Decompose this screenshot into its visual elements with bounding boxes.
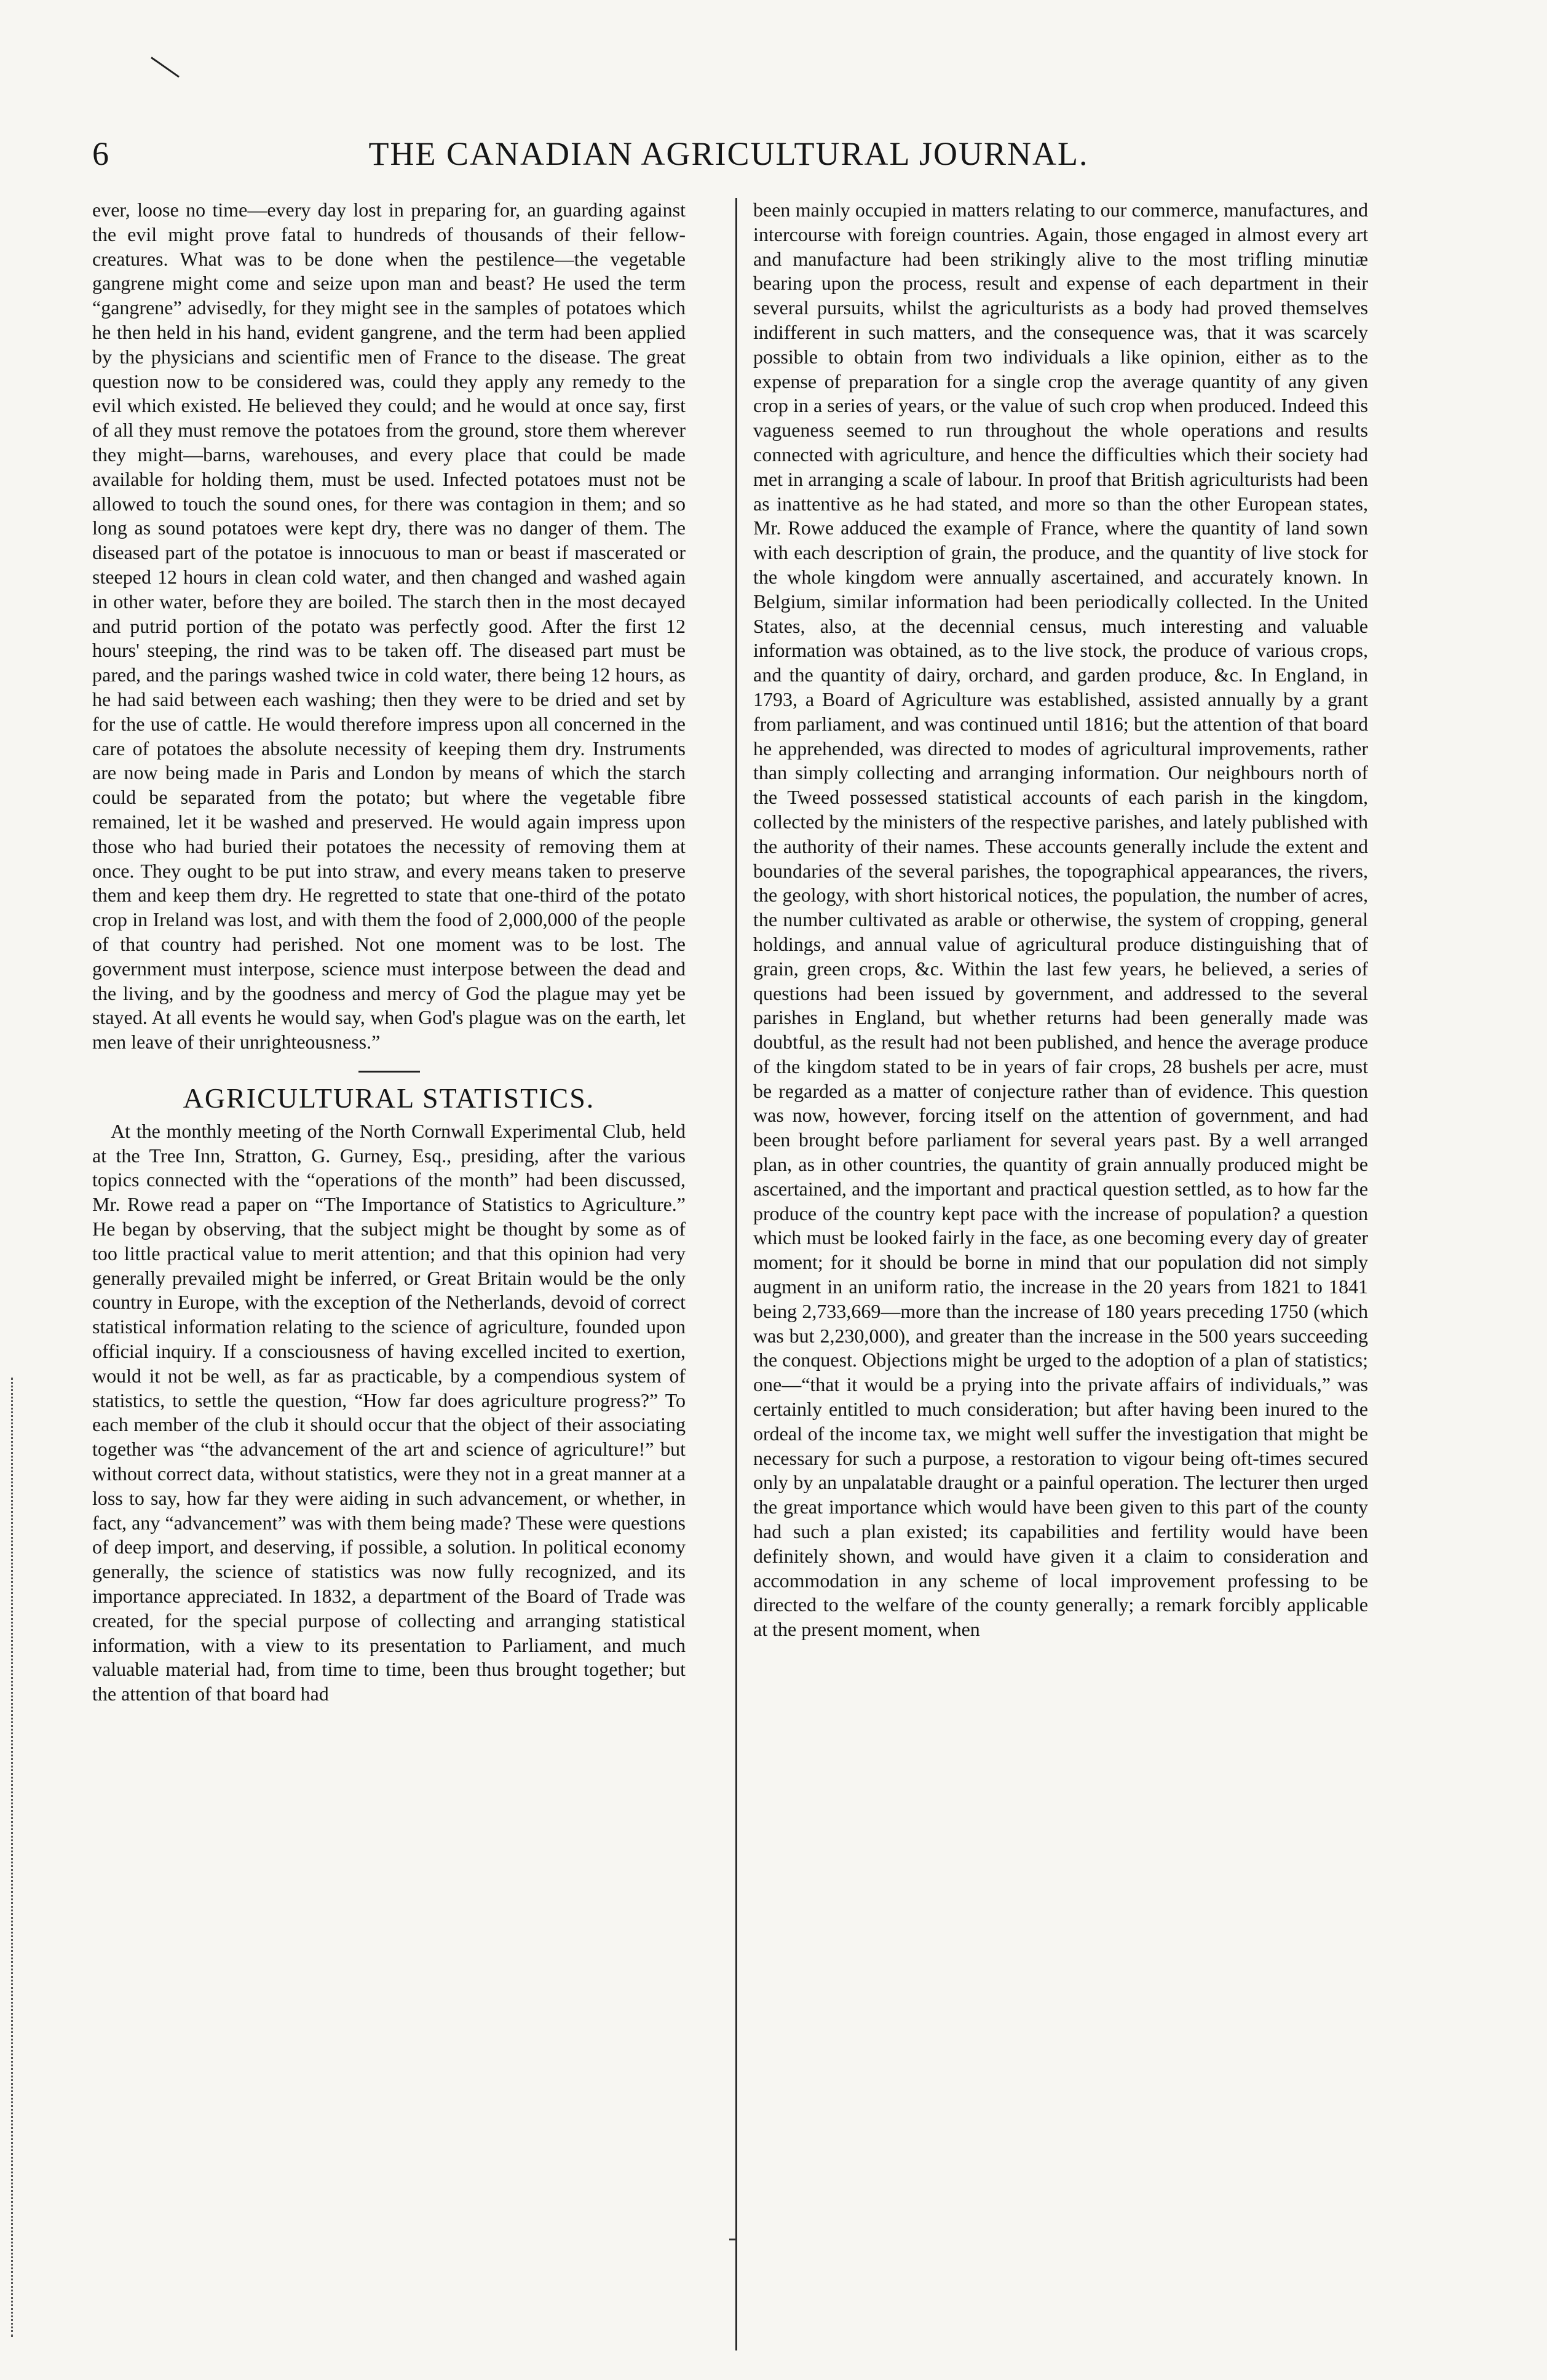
page-header [92,132,1365,175]
continued-paragraph-right: been mainly occupied in matters relating to our commerce, manufactures, and intercourse with foreign countries. Again, those engaged in almost every art and manufacture had been strikingly alive to the most trifling minutiæ bearing upon the process, result and expense of each department in their several pursuits, whilst the agriculturists as a body had proved themselves indifferent in such matters, and the consequence was, that it was scarcely possible to obtain from two individuals a like opinion, either as to the expense of preparation for a single crop the average quantity of any given crop in a series of years, or the value of such crop when produced. Indeed this vagueness seemed to run throughout the whole operations and results connected with agriculture, and hence the difficulties which their society had met in arranging a scale of labour. In proof that British agriculturists had been as inattentive as he had stated, and more so than the other European states, Mr. Rowe adduced the example of France, where the quantity of land sown with each description of grain, the produce, and the quantity of live stock for the whole kingdom were annually ascertained, and accurately known. In Belgium, similar information had been periodically collected. In the United States, also, at the decennial census, much interesting and valuable information was obtained, as to the live stock, the produce of various crops, and the quantity of dairy, orchard, and garden produce, &c. In England, in 1793, a Board of Agriculture was established, assisted annually by a grant from parliament, and was continued until 1816; but the attention of that board he apprehended, was directed to modes of agricultural improvements, rather than simply collecting and arranging information. Our neighbours north of the Tweed possessed statistical accounts of each parish in the kingdom, collected by the ministers of the respective parishes, and lately published with the authority of their names. These accounts generally include the extent and boundaries of the several parishes, the topographical appearances, the rivers, the geology, with short historical notices, the population, the number of acres, the number cultivated as arable or otherwise, the system of cropping, general holdings, and annual value of agricultural produce distinguishing that of grain, green crops, &c. Within the last few years, he believed, a series of questions had been issued by government, and addressed to the several parishes in England, but whether returns had been generally made was doubtful, as the result had not been published, and hence the average produce of the kingdom stated to be in years of fair crops, 28 bushels per acre, must be regarded as a matter of conjecture rather than of evidence. This question was now, however, forcing itself on the attention of government, and had been brought before parliament for several years past. By a well arranged plan, as in other countries, the quantity of grain annually produced might be ascertained, and the important and practical question settled, as to how far the produce of the country kept pace with the increase of population? a question which must be looked fairly in the face, as one becoming every day of greater moment; for it should be borne in mind that our population did not simply augment in an uniform ratio, the increase in the 20 years from 1821 to 1841 being 2,733,669—more than the increase of 180 years preceding 1750 (which was but 2,230,000), and greater than the increase in the 500 years succeeding the conquest. Objections might be urged to the adoption of a plan of statistics; one—“that it would be a prying into the private affairs of individuals,” was certainly entitled to much consideration; but after having been inured to the ordeal of the income tax, we might well suffer the investigation that might be necessary for such a purpose, a restoration to vigour being oft-times secured only by an unpalatable draught or a painful operation. The lecturer then urged the great importance which would have been given to this part of the county had such a plan existed; its capabilities and fertility would have been definitely shown, and would have given it a claim to consideration and accommodation in any scheme of local improvement professing to be directed to the welfare of the county generally; a remark forcibly applicable at the present moment, when [753,199,1368,1641]
running-head: THE CANADIAN AGRICULTURAL JOURNAL. [368,135,1089,172]
column-divider [735,198,737,2350]
section-rule [358,1071,420,1073]
section-title: AGRICULTURAL STATISTICS. [183,1082,595,1114]
page-number: 6 [92,135,109,172]
continued-paragraph-left: ever, loose no time—every day lost in preparing for, an guarding against the evil might prove fatal to hundreds of thousands of their fellow-creatures. What was to be done when the pestilence—the vegetable gangrene might come and seize upon man and beast? He used the term “gangrene” advisedly, for they might see in the samples of potatoes which he then held in his hand, evident gangrene, and the term had been applied by the physicians and scientific men of France to the disease. The great question now to be considered was, could they apply any remedy to the evil which existed. He believed they could; and he would at once say, first of all they must remove the potatoes from the ground, store them wherever they might—barns, warehouses, and every place that could be made available for holding them, must be used. Infected potatoes must not be allowed to touch the sound ones, for there was contagion in them; and so long as sound potatoes were kept dry, there was no danger of them. The diseased part of the potatoe is innocuous to man or beast if mascerated or steeped 12 hours in clean cold water, and then changed and washed again in other water, before they are boiled. The starch then in the most decayed and putrid portion of the potato was perfectly good. After the first 12 hours' steeping, the rind was to be taken off. The diseased part must be pared, and the parings washed twice in cold water, there being 12 hours, as he had said between each washing; then they were to be dried and set by for the use of cattle. He would therefore impress upon all concerned in the care of potatoes the absolute necessity of keeping them dry. Instruments are now being made in Paris and London by means of which the starch could be separated from the potato; but where the vegetable fibre remained, let it be washed and preserved. He would again impress upon those who had buried their potatoes the necessity of removing them at once. They ought to be put into straw, and every means taken to preserve them and keep them dry. He regretted to state that one-third of the potato crop in Ireland was lost, and with them the food of 2,000,000 of the people of that country had perished. Not one moment was to be lost. The government must interpose, science must interpose between the dead and the living, and by the goodness and mercy of God the plague may yet be stayed. At all events he would say, when God's plague was on the earth, let men leave of their unrighteousness.” [92,199,686,1053]
ink-mark [151,57,180,77]
right-column [753,198,1368,2350]
left-column [92,198,686,2350]
ink-mark-bottom [729,2239,737,2240]
scan-edge-marks [11,1378,18,2337]
section-paragraph: At the monthly meeting of the North Cornwall Experimental Club, held at the Tree Inn, Stratton, G. Gurney, Esq., presiding, after the various topics connected with the “operations of the month” had been discussed, Mr. Rowe read a paper on “The Importance of Statistics to Agriculture.” He began by observing, that the subject might be thought by some as of too little practical value to merit attention; and that this opinion had very generally prevailed might be inferred, or Great Britain would be the only country in Europe, with the exception of the Netherlands, devoid of correct statistical information relating to the science of agriculture, founded upon official inquiry. If a consciousness of having excelled incited to exertion, would it not be well, as far as practicable, by a compendious system of statistics, to settle the question, “How far does agriculture progress?” To each member of the club it should occur that the object of their associating together was “the advancement of the art and science of agriculture!” but without correct data, without statistics, were they not in a great manner at a loss to say, how far they were aiding in such advancement, or whether, in fact, any “advancement” was with them being made? These were questions of deep import, and deserving, if possible, a solution. In political economy generally, the science of statistics was now fully recognized, and its importance appreciated. In 1832, a department of the Board of Trade was created, for the special purpose of collecting and arranging statistical information, with a view to its presentation to Parliament, and much valuable material had, from time to time, been thus brought together; but the attention of that board had [92,1119,686,1705]
